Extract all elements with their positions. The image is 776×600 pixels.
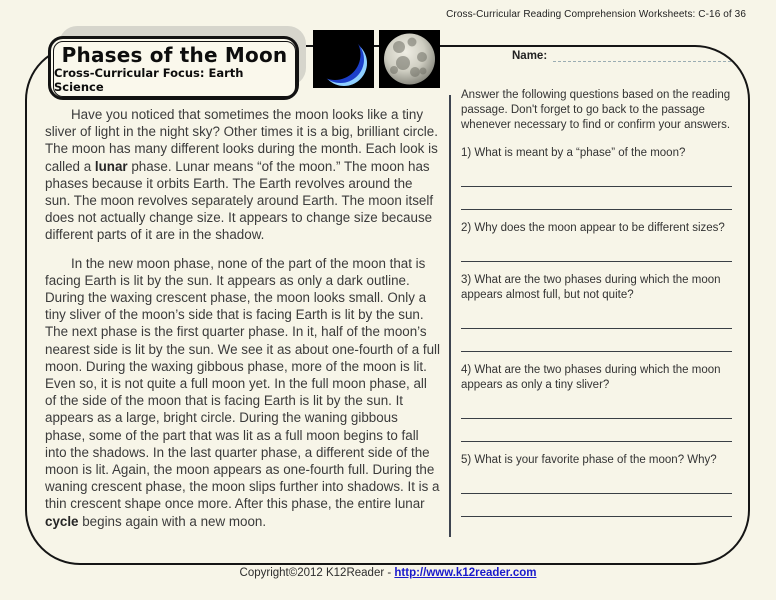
name-blank-line <box>553 49 731 62</box>
question-label: 4) What are the two phases during which the moon appears as only a tiny sliver? <box>461 364 721 391</box>
page-subtitle: Cross-Curricular Focus: Earth Science <box>54 66 244 94</box>
full-moon-image <box>379 30 440 88</box>
passage-paragraph: Have you noticed that sometimes the moon looks like a tiny sliver of light in the night sky? Other times it is a big, brilliant circle. The moon has many different looks during the month. Each look is called a lunar phase. Lunar means “of the moon.” The moon has phases because it orbits Earth. The Earth revolves around the sun. The moon revolves separately around Earth. The moon itself does not actually change size. It appears to change size because different parts of it are in the shadow. <box>45 107 438 243</box>
passage-paragraph: In the new moon phase, none of the part of the moon that is facing Earth is lit by the sun. It appears as only a dark outline. During the waxing crescent phase, the moon looks small. Only a tiny sliver of the moon’s side that is facing Earth is lit by the sun. The next phase is the first quarter phase. In it, half of the moon’s nearest side is lit by the sun. We see it as about one-fourth of a full moon. During the waxing gibbous phase, more of the moon is lit. Even so, it is not quite a full moon yet. In the full moon phase, all of the side of the moon that is facing Earth is lit by the sun. It appears as a large, bright circle. During the waning gibbous phase, some of the part that was lit as a full moon begins to fall into the shadows. In the last quarter phase, a different side of the moon is lit. Again, the moon appears as one-fourth full. During the waning crescent phase, the moon slips further into shadows. It is a thin crescent shape once more. After this phase, the entire lunar cycle begins again with a new moon. <box>45 255 440 529</box>
column-divider <box>449 95 451 537</box>
question-item <box>461 453 732 517</box>
series-header: Cross-Curricular Reading Comprehension Worksheets: C-16 of 36 <box>446 9 746 20</box>
question-item <box>461 146 732 210</box>
question-label: 1) What is meant by a “phase” of the moon? <box>461 147 686 159</box>
copyright-text: Copyright©2012 K12Reader - <box>239 567 395 579</box>
answer-line <box>461 329 732 352</box>
question-item <box>461 363 732 442</box>
answer-line <box>461 239 732 262</box>
k12reader-link[interactable]: http://www.k12reader.com <box>394 567 537 579</box>
questions-column <box>461 88 732 517</box>
answer-line <box>461 471 732 494</box>
question-item <box>461 221 732 262</box>
answer-line <box>461 396 732 419</box>
answer-line <box>461 494 732 517</box>
answer-line <box>461 419 732 442</box>
question-label: 3) What are the two phases during which the moon appears almost full, but not quite? <box>461 274 721 301</box>
title-box <box>48 36 299 100</box>
questions-list <box>461 146 732 517</box>
page-title: Phases of the Moon <box>61 43 288 67</box>
question-label: 5) What is your favorite phase of the moon? Why? <box>461 454 717 466</box>
footer <box>0 567 776 579</box>
question-label: 2) Why does the moon appear to be different sizes? <box>461 222 725 234</box>
instructions-text: Answer the following questions based on the reading passage. Don't forget to go back to the passage whenever necessary to find or confirm your answers. <box>461 89 731 131</box>
question-item <box>461 273 732 352</box>
passage <box>45 106 440 541</box>
title-plate <box>48 36 295 96</box>
crescent-moon-image <box>313 30 374 88</box>
answer-line <box>461 306 732 329</box>
name-row <box>512 49 731 62</box>
name-label: Name: <box>512 50 548 62</box>
answer-line <box>461 164 732 187</box>
answer-line <box>461 187 732 210</box>
